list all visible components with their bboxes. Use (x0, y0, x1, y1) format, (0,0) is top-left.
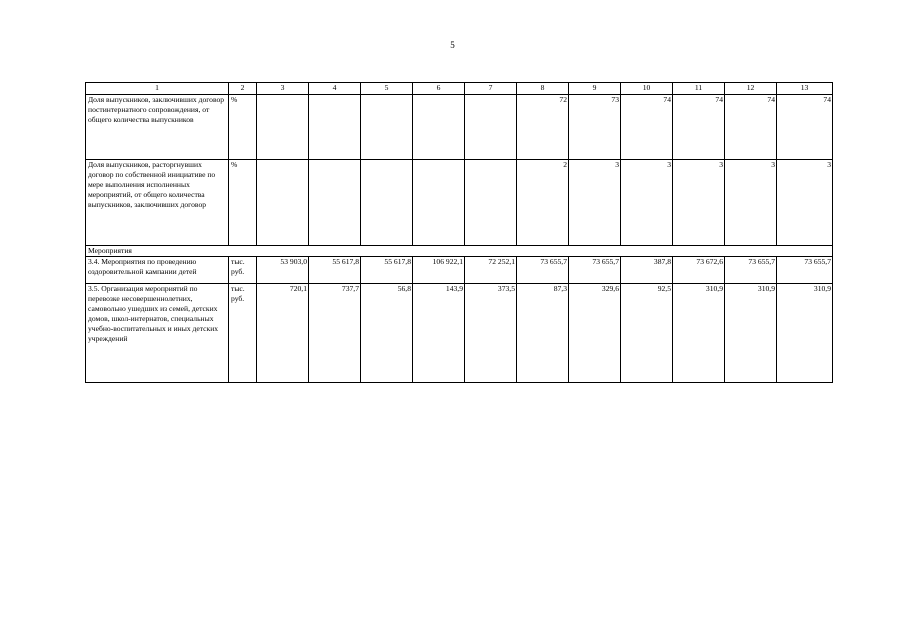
value-cell: 73 655,7 (777, 257, 833, 284)
value-cell: 3 (569, 160, 621, 246)
unit-cell: тыс. руб. (229, 284, 257, 383)
value-cell: 737,7 (309, 284, 361, 383)
value-cell (257, 160, 309, 246)
value-cell: 56,8 (361, 284, 413, 383)
value-cell: 53 903,0 (257, 257, 309, 284)
value-cell: 3 (621, 160, 673, 246)
header-cell: 9 (569, 83, 621, 95)
value-cell: 3 (673, 160, 725, 246)
indicator-name: 3.5. Организация мероприятий по перевозке несовершеннолетних, самовольно ушедших из семей, детских домов, школ-интернатов, специальных учебно-воспитательных и иных детских учреждений (86, 284, 229, 383)
value-cell (413, 160, 465, 246)
value-cell: 310,9 (725, 284, 777, 383)
table-row (86, 95, 833, 160)
section-heading: Мероприятия (86, 246, 833, 257)
value-cell: 55 617,8 (309, 257, 361, 284)
value-cell: 73 655,7 (517, 257, 569, 284)
value-cell: 72 (517, 95, 569, 160)
header-cell: 7 (465, 83, 517, 95)
indicator-name: Доля выпускников, расторгнувших договор по собственной инициативе по мере выполнения исполненных мероприятий, от общего количества выпускников, заключивших договор (86, 160, 229, 246)
header-cell: 5 (361, 83, 413, 95)
unit-cell: тыс. руб. (229, 257, 257, 284)
value-cell: 387,8 (621, 257, 673, 284)
value-cell: 74 (725, 95, 777, 160)
value-cell: 2 (517, 160, 569, 246)
header-cell: 1 (86, 83, 229, 95)
value-cell: 106 922,1 (413, 257, 465, 284)
value-cell: 73 655,7 (725, 257, 777, 284)
value-cell: 72 252,1 (465, 257, 517, 284)
header-cell: 13 (777, 83, 833, 95)
indicators-table (85, 82, 833, 383)
value-cell: 73 655,7 (569, 257, 621, 284)
value-cell: 74 (621, 95, 673, 160)
value-cell: 329,6 (569, 284, 621, 383)
header-cell: 6 (413, 83, 465, 95)
indicator-name: Доля выпускников, заключивших договор постинтернатного сопровождения, от общего количества выпускников (86, 95, 229, 160)
value-cell (413, 95, 465, 160)
value-cell (309, 160, 361, 246)
value-cell (361, 160, 413, 246)
table-row (86, 160, 833, 246)
value-cell (465, 160, 517, 246)
value-cell: 74 (673, 95, 725, 160)
unit-cell: % (229, 160, 257, 246)
value-cell: 310,9 (777, 284, 833, 383)
header-cell: 12 (725, 83, 777, 95)
value-cell: 74 (777, 95, 833, 160)
column-number-header-row (86, 83, 833, 95)
value-cell: 73 (569, 95, 621, 160)
header-cell: 11 (673, 83, 725, 95)
value-cell (309, 95, 361, 160)
header-cell: 2 (229, 83, 257, 95)
page-number: 5 (450, 40, 455, 50)
header-cell: 4 (309, 83, 361, 95)
value-cell: 373,5 (465, 284, 517, 383)
value-cell: 55 617,8 (361, 257, 413, 284)
unit-cell: % (229, 95, 257, 160)
value-cell: 3 (777, 160, 833, 246)
indicator-name: 3.4. Мероприятия по проведению оздоровительной кампании детей (86, 257, 229, 284)
table-row (86, 257, 833, 284)
value-cell (257, 95, 309, 160)
value-cell (361, 95, 413, 160)
value-cell: 73 672,6 (673, 257, 725, 284)
value-cell: 143,9 (413, 284, 465, 383)
value-cell: 310,9 (673, 284, 725, 383)
table-row (86, 284, 833, 383)
section-row (86, 246, 833, 257)
header-cell: 10 (621, 83, 673, 95)
header-cell: 3 (257, 83, 309, 95)
header-cell: 8 (517, 83, 569, 95)
value-cell: 720,1 (257, 284, 309, 383)
value-cell (465, 95, 517, 160)
value-cell: 87,3 (517, 284, 569, 383)
value-cell: 3 (725, 160, 777, 246)
value-cell: 92,5 (621, 284, 673, 383)
